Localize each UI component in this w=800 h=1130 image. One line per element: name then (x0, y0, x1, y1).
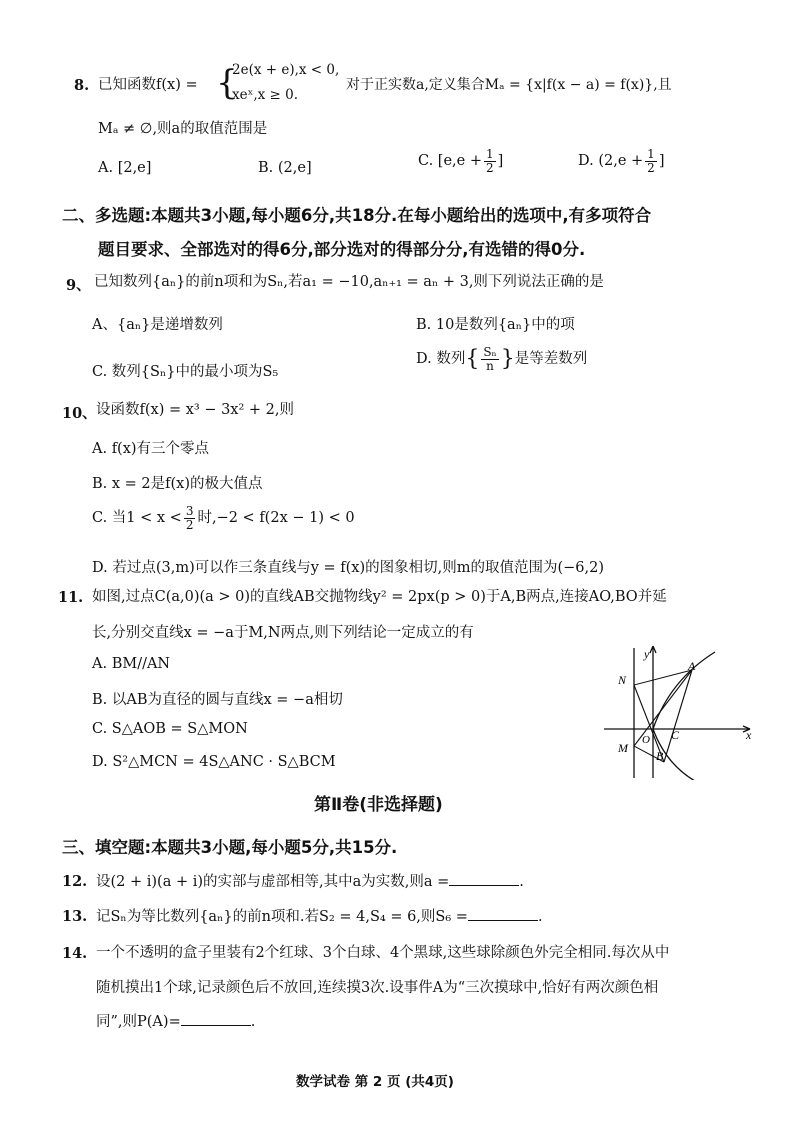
q14-stem-line2: 随机摸出1个球,记录颜色后不放回,连续摸3次.设事件A为“三次摸球中,恰好有两次颜色相 (96, 980, 659, 996)
answer-blank (468, 908, 538, 921)
section-2-heading: 二、多选题:本题共3小题,每小题6分,共18分.在每小题给出的选项中,有多项符合 (62, 206, 652, 225)
q10-option-b: B. x = 2是f(x)的极大值点 (92, 476, 263, 492)
q9-option-d-pre: D. 数列 (416, 351, 466, 368)
frac-num: 3 (185, 504, 194, 518)
q8-option-c (418, 148, 503, 174)
fraction-sn-n (481, 346, 498, 372)
q11-stem-line2: 长,分别交直线x = −a于M,N两点,则下列结论一定成立的有 (92, 625, 474, 641)
question-number: 10、 (62, 405, 97, 422)
q9-option-d-post: 是等差数列 (514, 351, 588, 368)
q8-stem-lead: 已知函数f(x) = (98, 77, 198, 93)
q9-option-d (416, 346, 587, 372)
answer-blank (449, 873, 519, 886)
label-x: x (746, 728, 752, 742)
section-2-heading-line2: 题目要求、全部选对的得6分,部分选对的得部分分,有选错的得0分. (98, 240, 586, 259)
question-number: 13. (62, 908, 88, 925)
q9-option-c: C. 数列{Sₙ}中的最小项为S₅ (92, 364, 279, 380)
q8-option-c-post: ] (497, 153, 504, 170)
q11-option-a: A. BM//AN (92, 656, 171, 672)
q10-option-c-post: 时,−2 < f(2x − 1) < 0 (197, 510, 355, 527)
q12-end: . (519, 874, 524, 890)
page-footer: 数学试卷 第 2 页 (共4页) (296, 1074, 454, 1090)
label-n: N (618, 673, 627, 687)
label-m: M (618, 741, 628, 755)
q9-option-b: B. 10是数列{aₙ}中的项 (416, 317, 575, 333)
q11-option-d: D. S²△MCN = 4S△ANC · S△BCM (92, 754, 336, 770)
brace-left: { (465, 346, 480, 372)
fraction-three-halves (184, 505, 196, 531)
q10-stem: 设函数f(x) = x³ − 3x² + 2,则 (96, 402, 295, 418)
fraction-half (645, 148, 657, 174)
question-number: 12. (62, 873, 88, 890)
question-number: 9、 (66, 277, 91, 294)
frac-den: 2 (485, 160, 494, 175)
parabola-figure (600, 640, 760, 780)
q10-option-c (92, 505, 355, 531)
q8-piece-1: 2e(x + e),x < 0, (232, 62, 340, 78)
q12-text: 设(2 + i)(a + i)的实部与虚部相等,其中a为实数,则a = (96, 874, 450, 890)
frac-den: 2 (185, 517, 194, 532)
frac-den: n (486, 358, 494, 373)
q14-text: 同”,则P(A)= (96, 1014, 181, 1030)
q13-stem (96, 908, 543, 926)
section-3-heading: 三、填空题:本题共3小题,每小题5分,共15分. (62, 838, 398, 857)
q10-option-d: D. 若过点(3,m)可以作三条直线与y = f(x)的图象相切,则m的取值范围为(−6,2) (92, 560, 605, 576)
q10-option-a: A. f(x)有三个零点 (92, 441, 210, 457)
label-c: C (671, 728, 680, 742)
label-o: O (642, 734, 650, 746)
q8-option-b: B. (2,e] (258, 160, 312, 176)
q14-end: . (250, 1014, 256, 1030)
q14-stem-line3 (96, 1013, 255, 1031)
piecewise-brace: { (216, 63, 238, 103)
q9-option-a: A、{aₙ}是递增数列 (92, 317, 223, 333)
q9-stem: 已知数列{aₙ}的前n项和为Sₙ,若a₁ = −10,aₙ₊₁ = aₙ + 3,则下列说法正确的是 (94, 274, 604, 290)
q13-text: 记Sₙ为等比数列{aₙ}的前n项和.若S₂ = 4,S₄ = 6,则S₆ = (96, 909, 468, 925)
q8-stem-tail: 对于正实数a,定义集合Mₐ = {x|f(x − a) = f(x)},且 (346, 77, 672, 93)
frac-num: 1 (485, 147, 494, 161)
q8-piece-2: xeˣ,x ≥ 0. (232, 87, 299, 103)
q8-option-d-pre: D. (2,e + (578, 153, 644, 170)
q14-stem-line1: 一个不透明的盒子里装有2个红球、3个白球、4个黑球,这些球除颜色外完全相同.每次从中 (96, 945, 670, 961)
label-y: y (644, 647, 650, 661)
brace-right: } (500, 346, 515, 372)
q8-option-c-pre: C. [e,e + (418, 153, 482, 170)
question-number: 8. (74, 77, 90, 94)
label-b: B (656, 749, 664, 763)
q11-stem-line1: 如图,过点C(a,0)(a > 0)的直线AB交抛物线y² = 2px(p > 0)于A,B两点,连接AO,BO并延 (92, 589, 667, 605)
frac-num: 1 (647, 147, 655, 161)
q8-option-a: A. [2,e] (98, 160, 152, 176)
q12-stem (96, 873, 524, 891)
part-2-title: 第Ⅱ卷(非选择题) (314, 795, 443, 815)
q8-option-d (578, 148, 664, 174)
q8-option-d-post: ] (658, 153, 665, 170)
q8-stem-line2: Mₐ ≠ ∅,则a的取值范围是 (98, 121, 268, 137)
label-a: A (688, 659, 696, 673)
fraction-half (484, 148, 496, 174)
frac-den: 2 (647, 160, 655, 175)
question-number: 14. (62, 945, 88, 962)
frac-num: Sₙ (483, 345, 497, 359)
question-number: 11. (58, 589, 84, 606)
q11-option-b: B. 以AB为直径的圆与直线x = −a相切 (92, 692, 343, 708)
q11-option-c: C. S△AOB = S△MON (92, 721, 248, 737)
answer-blank (181, 1013, 251, 1026)
q10-option-c-pre: C. 当1 < x < (92, 510, 182, 527)
q13-end: . (537, 909, 543, 925)
